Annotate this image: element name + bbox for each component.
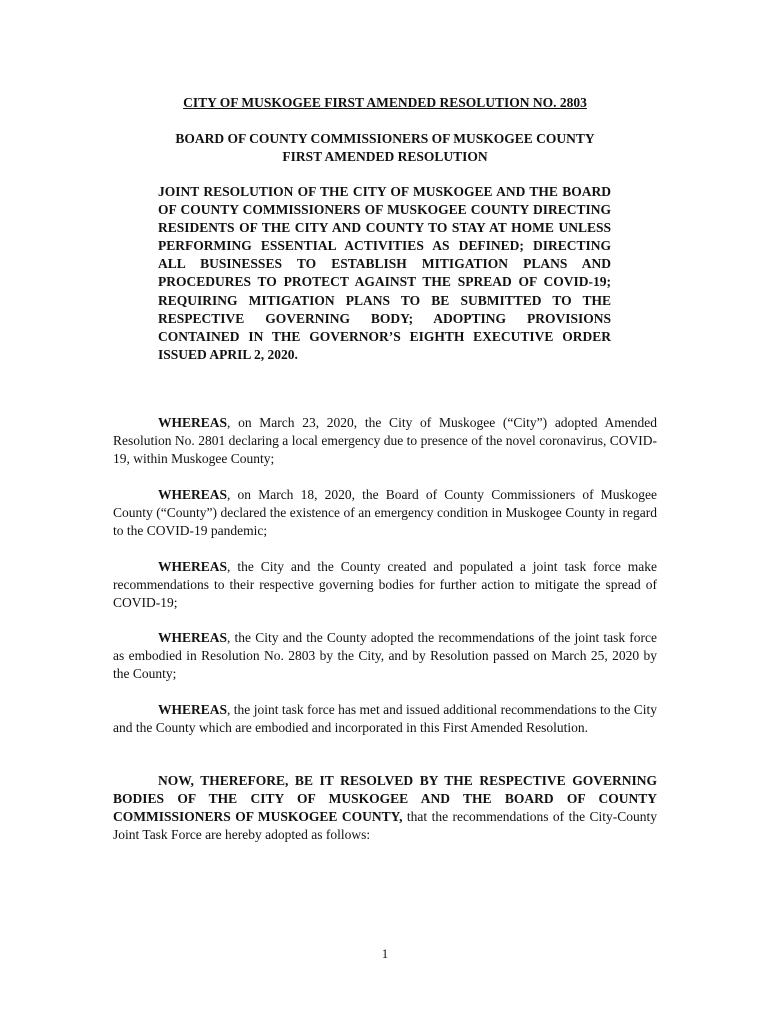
whereas-paragraph-3 — [113, 558, 657, 612]
whereas-paragraph-2 — [113, 486, 657, 540]
board-heading-line1: BOARD OF COUNTY COMMISSIONERS OF MUSKOGEE COUNTY — [175, 131, 595, 146]
resolution-caption: JOINT RESOLUTION OF THE CITY OF MUSKOGEE AND THE BOARD OF COUNTY COMMISSIONERS OF MUSKOGEE COUNTY DIRECTING RESIDENTS OF THE CITY AND COUNTY TO STAY AT HOME UNLESS PERFORMING ESSENTIAL ACTIVITIES AS DEFINED; DIRECTING ALL BUSINESSES TO ESTABLISH MITIGATION PLANS AND PROCEDURES TO PROTECT AGAINST THE SPREAD OF COVID-19; REQUIRING MITIGATION PLANS TO BE SUBMITTED TO THE RESPECTIVE GOVERNING BODY; ADOPTING PROVISIONS CONTAINED IN THE GOVERNOR’S EIGHTH EXECUTIVE ORDER ISSUED APRIL 2, 2020. — [158, 184, 611, 362]
whereas-text: , on March 18, 2020, the Board of County Commissioners of Muskogee County (“County”) declared the existence of an emergency condition in Muskogee County in regard to the COVID-19 pandemic; — [113, 487, 657, 539]
board-heading-line2: FIRST AMENDED RESOLUTION — [282, 149, 488, 164]
page-number: 1 — [381, 947, 389, 961]
whereas-paragraph-5 — [113, 701, 657, 737]
whereas-lead: WHEREAS — [158, 702, 228, 717]
whereas-text: , the joint task force has met and issued additional recommendations to the City and the County which are embodied and incorporated in this First Amended Resolution. — [113, 702, 657, 736]
board-heading — [0, 130, 770, 166]
whereas-lead: WHEREAS — [158, 415, 228, 430]
whereas-lead: WHEREAS — [158, 630, 228, 645]
resolved-lead: NOW, THEREFORE, BE IT RESOLVED BY THE RESPECTIVE GOVERNING BODIES OF THE CITY OF MUSKOGEE AND THE BOARD OF COUNTY COMMISSIONERS OF MUSKOGEE COUNTY, — [113, 773, 657, 825]
whereas-lead: WHEREAS — [158, 487, 228, 502]
resolved-text: that the recommendations of the City-County Joint Task Force are hereby adopted as follows: — [113, 809, 658, 843]
whereas-text: , on March 23, 2020, the City of Muskogee (“City”) adopted Amended Resolution No. 2801 declaring a local emergency due to presence of the novel coronavirus, COVID-19, within Muskogee County; — [113, 415, 657, 467]
whereas-paragraph-4 — [113, 629, 657, 683]
whereas-text: , the City and the County adopted the recommendations of the joint task force as embodied in Resolution No. 2803 by the City, and by Resolution passed on March 25, 2020 by the County; — [113, 630, 657, 682]
whereas-lead: WHEREAS — [158, 559, 228, 574]
whereas-paragraph-1 — [113, 414, 657, 468]
whereas-text: , the City and the County created and populated a joint task force make recommendations to their respective governing bodies for further action to mitigate the spread of COVID-19; — [113, 559, 657, 611]
resolved-paragraph — [113, 772, 657, 844]
resolution-title: CITY OF MUSKOGEE FIRST AMENDED RESOLUTION NO. 2803 — [183, 95, 587, 110]
